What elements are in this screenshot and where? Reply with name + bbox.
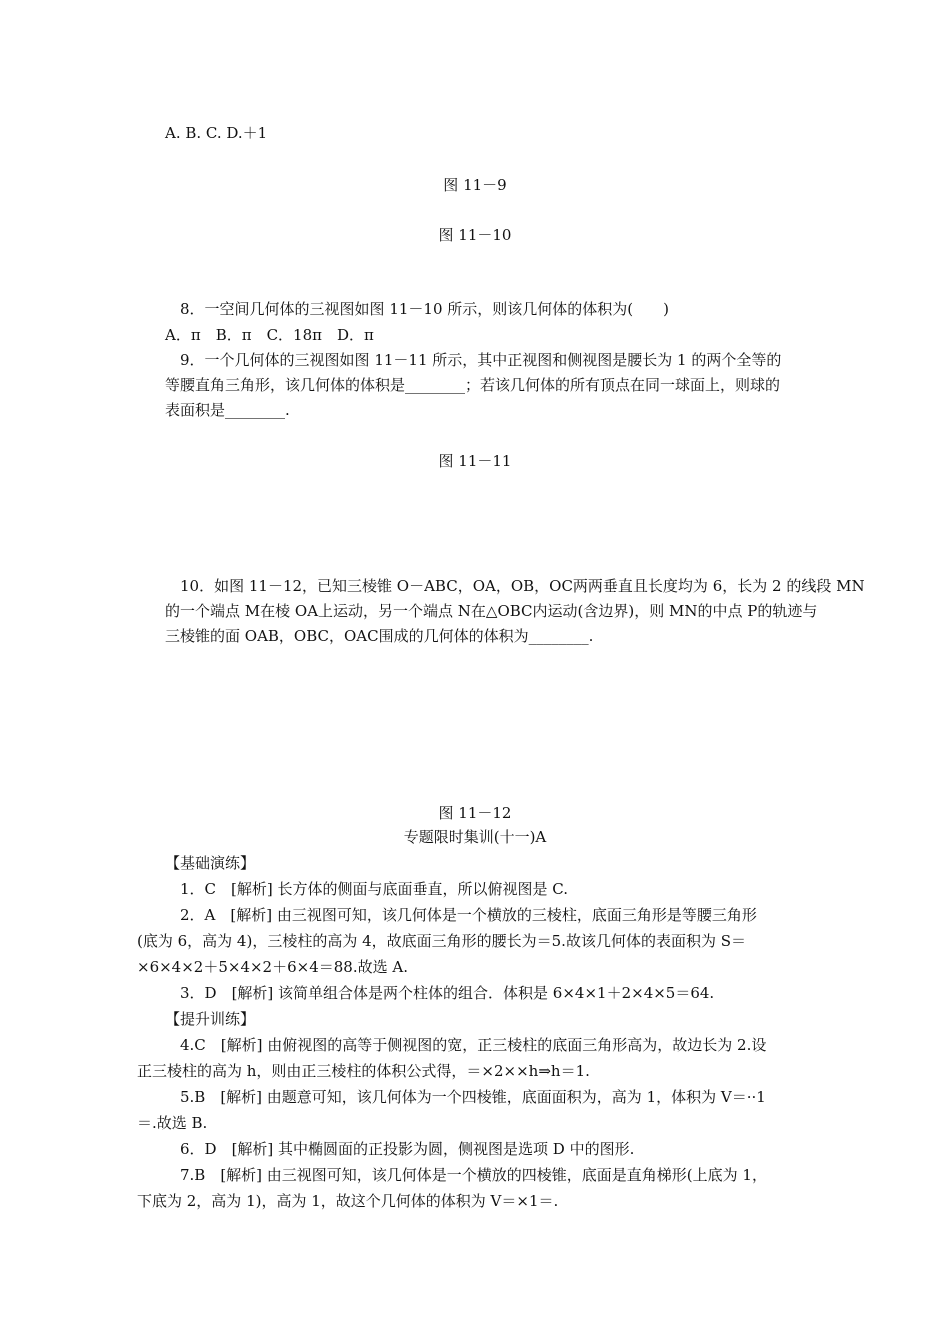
figure-caption-11-12: 图 11－12 — [438, 804, 512, 822]
answer-2-line-3: ×6×4×2＋5×4×2＋6×4＝88.故选 A. — [137, 958, 408, 976]
question-9-line-2: 等腰直角三角形，该几何体的体积是________；若该几何体的所有顶点在同一球面上，则球的 — [165, 376, 781, 394]
q7-options: A. B. C. D.＋1 — [165, 124, 268, 142]
answer-2-line-1: 2．A [解析] 由三视图可知，该几何体是一个横放的三棱柱，底面三角形是等腰三角形 — [180, 906, 757, 924]
answer-1: 1．C [解析] 长方体的侧面与底面垂直，所以俯视图是 C. — [180, 880, 568, 898]
answer-4-line-1: 4.C [解析] 由俯视图的高等于侧视图的宽，正三棱柱的底面三角形高为，故边长为 2.设 — [180, 1036, 767, 1054]
answer-7-line-2: 下底为 2，高为 1)，高为 1，故这个几何体的体积为 V＝×1＝. — [137, 1192, 559, 1210]
answer-5-line-1: 5.B [解析] 由题意可知，该几何体为一个四棱锥，底面面积为，高为 1，体积为 V＝··1 — [180, 1088, 766, 1106]
answer-3: 3．D [解析] 该简单组合体是两个柱体的组合．体积是 6×4×1＋2×4×5＝64. — [180, 984, 715, 1002]
question-8-stem: 8．一空间几何体的三视图如图 11－10 所示，则该几何体的体积为( ) — [180, 300, 669, 318]
question-8-options: A．π B．π C．18π D．π — [165, 326, 374, 344]
question-10-line-2: 的一个端点 M在棱 OA上运动，另一个端点 N在△OBC内运动(含边界)，则 MN的中点 P的轨迹与 — [165, 602, 818, 620]
figure-caption-11-10: 图 11－10 — [438, 226, 512, 244]
question-9-line-1: 9．一个几何体的三视图如图 11－11 所示，其中正视图和侧视图是腰长为 1 的两个全等的 — [180, 351, 782, 369]
answer-2-line-2: (底为 6，高为 4)，三棱柱的高为 4，故底面三角形的腰长为＝5.故该几何体的表面积为 S＝ — [137, 932, 746, 950]
answer-4-line-2: 正三棱柱的高为 h，则由正三棱柱的体积公式得，＝×2××h⇒h＝1. — [137, 1062, 590, 1080]
answers-title: 专题限时集训(十一)A — [403, 828, 547, 846]
section-improve-heading: 【提升训练】 — [165, 1010, 256, 1028]
section-basic-heading: 【基础演练】 — [165, 854, 256, 872]
question-9-line-3: 表面积是________. — [165, 401, 290, 419]
figure-caption-11-11: 图 11－11 — [438, 452, 512, 470]
question-10-line-3: 三棱锥的面 OAB，OBC，OAC围成的几何体的体积为________. — [165, 627, 594, 645]
answer-5-line-2: ＝.故选 B. — [137, 1114, 208, 1132]
answer-7-line-1: 7.B [解析] 由三视图可知，该几何体是一个横放的四棱锥，底面是直角梯形(上底为 1， — [180, 1166, 767, 1184]
question-10-line-1: 10．如图 11－12，已知三棱锥 O－ABC，OA，OB，OC两两垂直且长度均为 6，长为 2 的线段 MN — [180, 577, 865, 595]
answer-6: 6．D [解析] 其中椭圆面的正投影为圆，侧视图是选项 D 中的图形. — [180, 1140, 635, 1158]
figure-caption-11-9: 图 11－9 — [443, 176, 507, 194]
